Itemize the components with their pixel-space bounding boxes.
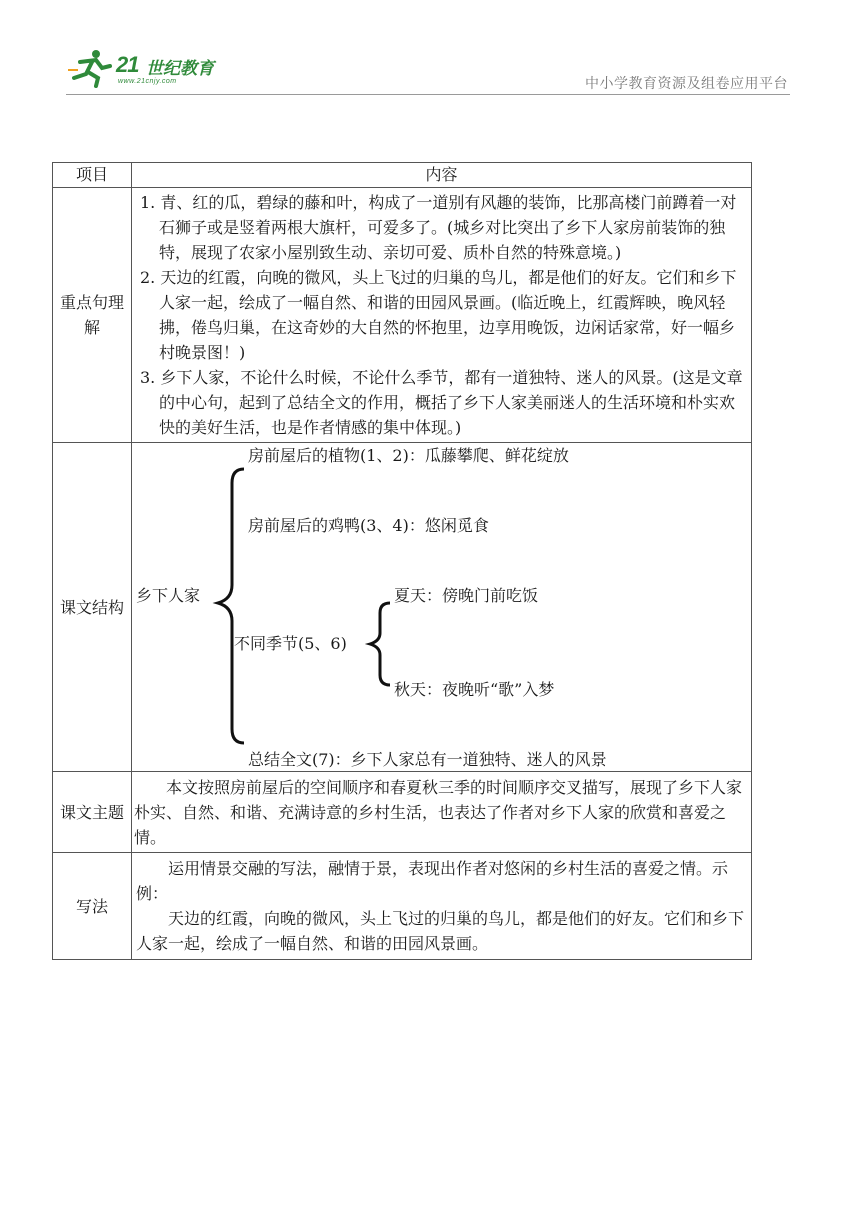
structure-season-summer: 夏天：傍晚门前吃饭 <box>394 586 539 605</box>
site-slogan: 中小学教育资源及组卷应用平台 <box>585 76 788 92</box>
column-header-content: 内容 <box>132 163 752 188</box>
season-brace-icon <box>370 603 390 685</box>
structure-branch-plants: 房前屋后的植物(1、2)：瓜藤攀爬、鲜花绽放 <box>248 446 569 465</box>
row-label-theme: 课文主题 <box>53 772 132 853</box>
structure-diagram <box>132 443 752 772</box>
writing-text: 运用情景交融的写法，融情于景，表现出作者对悠闲的乡村生活的喜爱之情。示例： <box>136 859 729 903</box>
main-brace-icon <box>218 469 244 743</box>
logo-url: www.21cnjy.com <box>118 78 177 85</box>
header-divider <box>66 94 790 95</box>
key-sentences-cell <box>132 188 752 443</box>
column-header-item: 项目 <box>53 163 132 188</box>
structure-branch-poultry: 房前屋后的鸡鸭(3、4)：悠闲觅食 <box>248 516 489 535</box>
table-row <box>53 772 752 853</box>
table-row <box>53 188 752 443</box>
table-row <box>53 443 752 772</box>
page-header <box>0 0 860 100</box>
structure-season-autumn: 秋天：夜晚听“歌”入梦 <box>394 680 555 699</box>
lesson-table <box>52 162 752 960</box>
theme-text: 本文按照房前屋后的空间顺序和春夏秋三季的时间顺序交叉描写，展现了乡下人家朴实、自然、和谐、充满诗意的乡村生活，也表达了作者对乡下人家的欣赏和喜爱之情。 <box>132 772 752 853</box>
key-sentence-item: 2. 天边的红霞，向晚的微风，头上飞过的归巢的鸟儿，都是他们的好友。它们和乡下人家一起，绘成了一幅自然、和谐的田园风景画。(临近晚上，红霞辉映，晚风轻拂，倦鸟归巢，在这奇妙的大自然的怀抱里，边享用晚饭，边闲话家常，好一幅乡村晚景图！) <box>140 268 737 362</box>
logo-number: 21 <box>116 52 139 77</box>
site-logo[interactable] <box>66 48 226 92</box>
writing-example: 天边的红霞，向晚的微风，头上飞过的归巢的鸟儿，都是他们的好友。它们和乡下人家一起，绘成了一幅自然、和谐的田园风景画。 <box>136 909 745 953</box>
row-label-writing: 写法 <box>53 853 132 960</box>
key-sentence-item: 3. 乡下人家，不论什么时候，不论什么季节，都有一道独特、迷人的风景。(这是文章的中心句，起到了总结全文的作用，概括了乡下人家美丽迷人的生活环境和朴实欢快的美好生活，也是作者情感的集中体现。) <box>140 368 743 437</box>
structure-branch-seasons: 不同季节(5、6) <box>234 634 347 653</box>
structure-branch-summary: 总结全文(7)：乡下人家总有一道独特、迷人的风景 <box>248 750 607 769</box>
row-label-key-sentences: 重点句理解 <box>53 188 132 443</box>
row-label-structure: 课文结构 <box>53 443 132 772</box>
key-sentence-item: 1. 青、红的瓜，碧绿的藤和叶，构成了一道别有风趣的装饰，比那高楼门前蹲着一对石狮子或是竖着两根大旗杆，可爱多了。(城乡对比突出了乡下人家房前装饰的独特，展现了农家小屋别致生动、亲切可爱、质朴自然的特殊意境。) <box>140 193 737 262</box>
structure-root: 乡下人家 <box>136 586 201 605</box>
logo-name: 世纪教育 <box>146 59 214 79</box>
runner-logo-icon <box>66 48 114 88</box>
writing-cell <box>132 853 752 960</box>
table-row <box>53 853 752 960</box>
table-header-row <box>53 163 752 188</box>
